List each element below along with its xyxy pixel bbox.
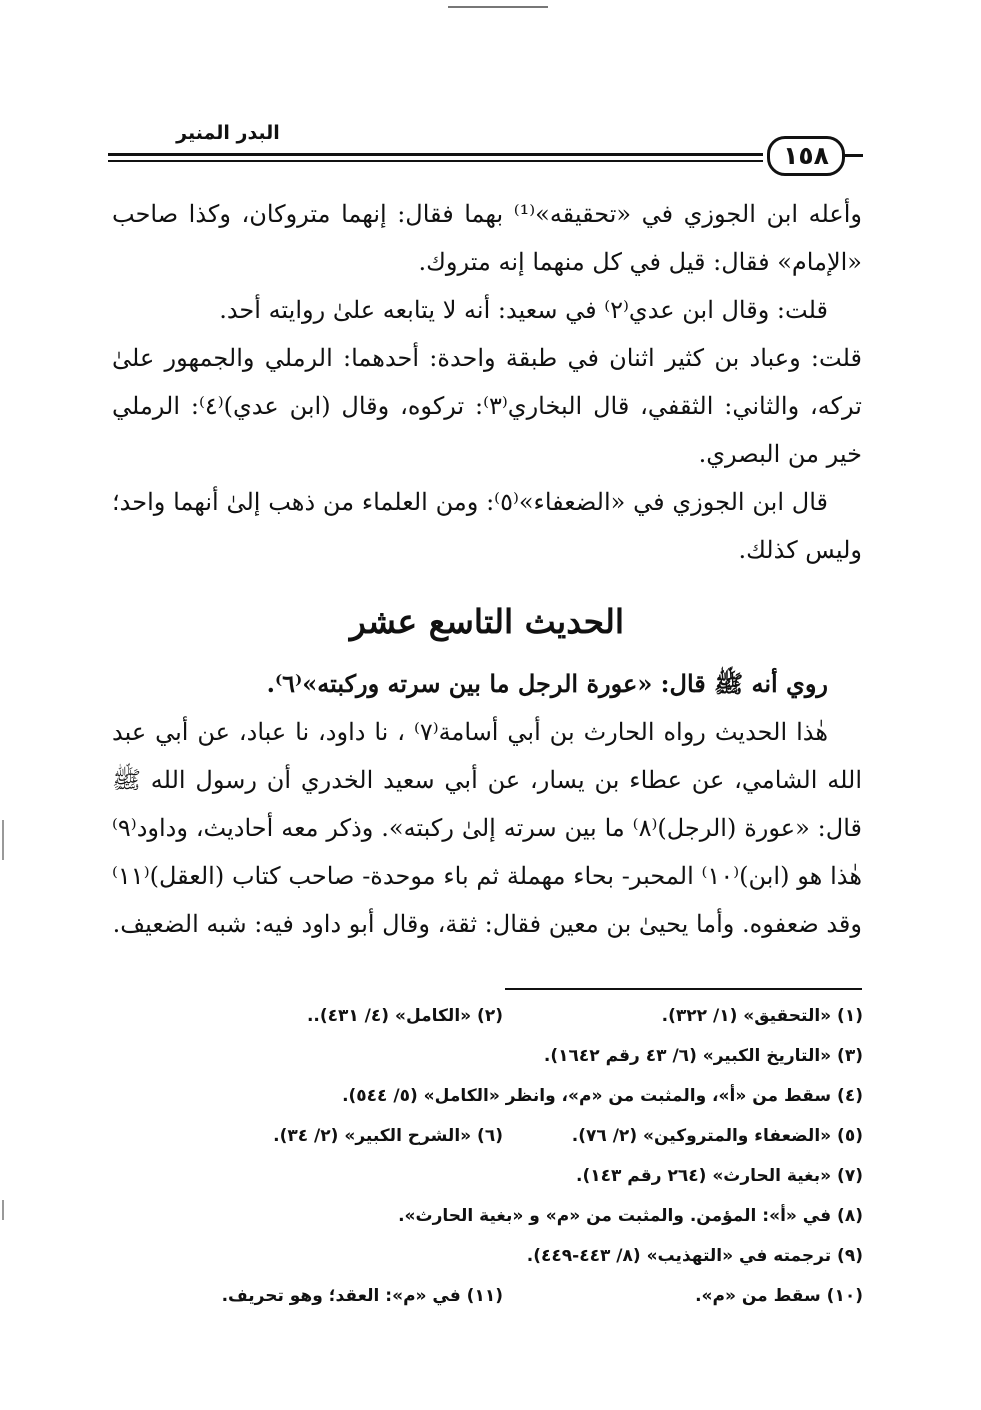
scan-mark	[448, 6, 548, 8]
book-title: البدر المنير	[176, 122, 280, 144]
footnote: (٨) في «أ»: المؤمن. والمثبت من «م» و «بغية الحارث».	[398, 1206, 863, 1226]
footnote-line	[175, 996, 863, 1036]
footnote: (١) «التحقيق» (١/ ٣٢٢).	[661, 1006, 863, 1026]
footnote: (٧) «بغية الحارث» (٢٦٤ رقم ١٤٣).	[576, 1166, 863, 1186]
footnote-line	[175, 1036, 863, 1076]
page-number-box	[763, 136, 863, 174]
footnote-separator	[505, 988, 862, 990]
footnote: (٦) «الشرح الكبير» (٢/ ٣٤).	[273, 1126, 503, 1146]
section-heading: الحديث التاسع عشر	[349, 602, 625, 641]
footnote: (٩) ترجمته في «التهذيب» (٨/ ٤٤٣-٤٤٩).	[526, 1246, 863, 1266]
scan-margin-mark	[2, 820, 4, 860]
footnote: (٣) «التاريخ الكبير» (٦/ ٤٣ رقم ١٦٤٢).	[543, 1046, 863, 1066]
footnote: (١١) في «م»: العقد؛ وهو تحريف.	[221, 1286, 503, 1306]
footnote-line	[175, 1076, 863, 1116]
paragraph: وأعله ابن الجوزي في «تحقيقه»⁽¹⁾ بهما فقال: إنهما متروكان، وكذا صاحب «الإمام» فقال: قيل في كل منهما إنه متروك.	[112, 200, 862, 276]
footnote-line	[175, 1196, 863, 1236]
footnote-line	[175, 1276, 863, 1316]
footnote-line	[175, 1116, 863, 1156]
header-rule	[108, 160, 763, 162]
paragraph: قال ابن الجوزي في «الضعفاء»⁽٥⁾: ومن العلماء من ذهب إلىٰ أنهما واحد؛ وليس كذلك.	[112, 488, 862, 564]
header-rule	[108, 153, 763, 156]
scan-margin-mark	[2, 1200, 4, 1220]
paragraph: قلت: وعباد بن كثير اثنان في طبقة واحدة: أحدهما: الرملي والجمهور علىٰ تركه، والثاني: الثقفي، قال البخاري⁽٣⁾: تركوه، وقال (ابن عدي)⁽٤⁾: الرملي خير من البصري.	[112, 344, 862, 468]
hadith-text: روي أنه ﷺ قال: «عورة الرجل ما بين سرته وركبته»⁽٦⁾.	[266, 669, 828, 698]
footnote-line	[175, 1236, 863, 1276]
commentary-paragraph: هٰذا الحديث رواه الحارث بن أبي أسامة⁽٧⁾ ، نا داود، نا عباد، عن أبي عبد الله الشامي، عن عطاء بن يسار، عن أبي سعيد الخدري أن رسول الله ﷺ قال: «عورة (الرجل)⁽٨⁾ ما بين سرته إلىٰ ركبته». وذكر معه أحاديث، وداود⁽٩⁾ هٰذا هو (ابن)⁽١٠⁾ المحبر- بحاء مهملة ثم باء موحدة- صاحب كتاب (العقل)⁽١١⁾ وقد ضعفوه. وأما يحيىٰ بن معين فقال: ثقة، وقال أبو داود فيه: شبه الضعيف.	[112, 718, 862, 938]
main-text	[112, 190, 862, 948]
footnote: (١٠) سقط من «م».	[695, 1286, 863, 1306]
footnote: (٤) سقط من «أ»، والمثبت من «م»، وانظر «الكامل» (٥/ ٥٤٤).	[342, 1086, 863, 1106]
footnote: (٢) «الكامل» (٤/ ٤٣١)..	[306, 1006, 503, 1026]
footnote: (٥) «الضعفاء والمتروكين» (٢/ ٧٦).	[571, 1126, 863, 1146]
footnote-line	[175, 1156, 863, 1196]
page-header	[108, 120, 863, 170]
page-number: ١٥٨	[767, 136, 845, 176]
paragraph: قلت: وقال ابن عدي⁽٢⁾ في سعيد: أنه لا يتابعه علىٰ روايته أحد.	[219, 296, 828, 324]
footnotes	[175, 996, 863, 1316]
